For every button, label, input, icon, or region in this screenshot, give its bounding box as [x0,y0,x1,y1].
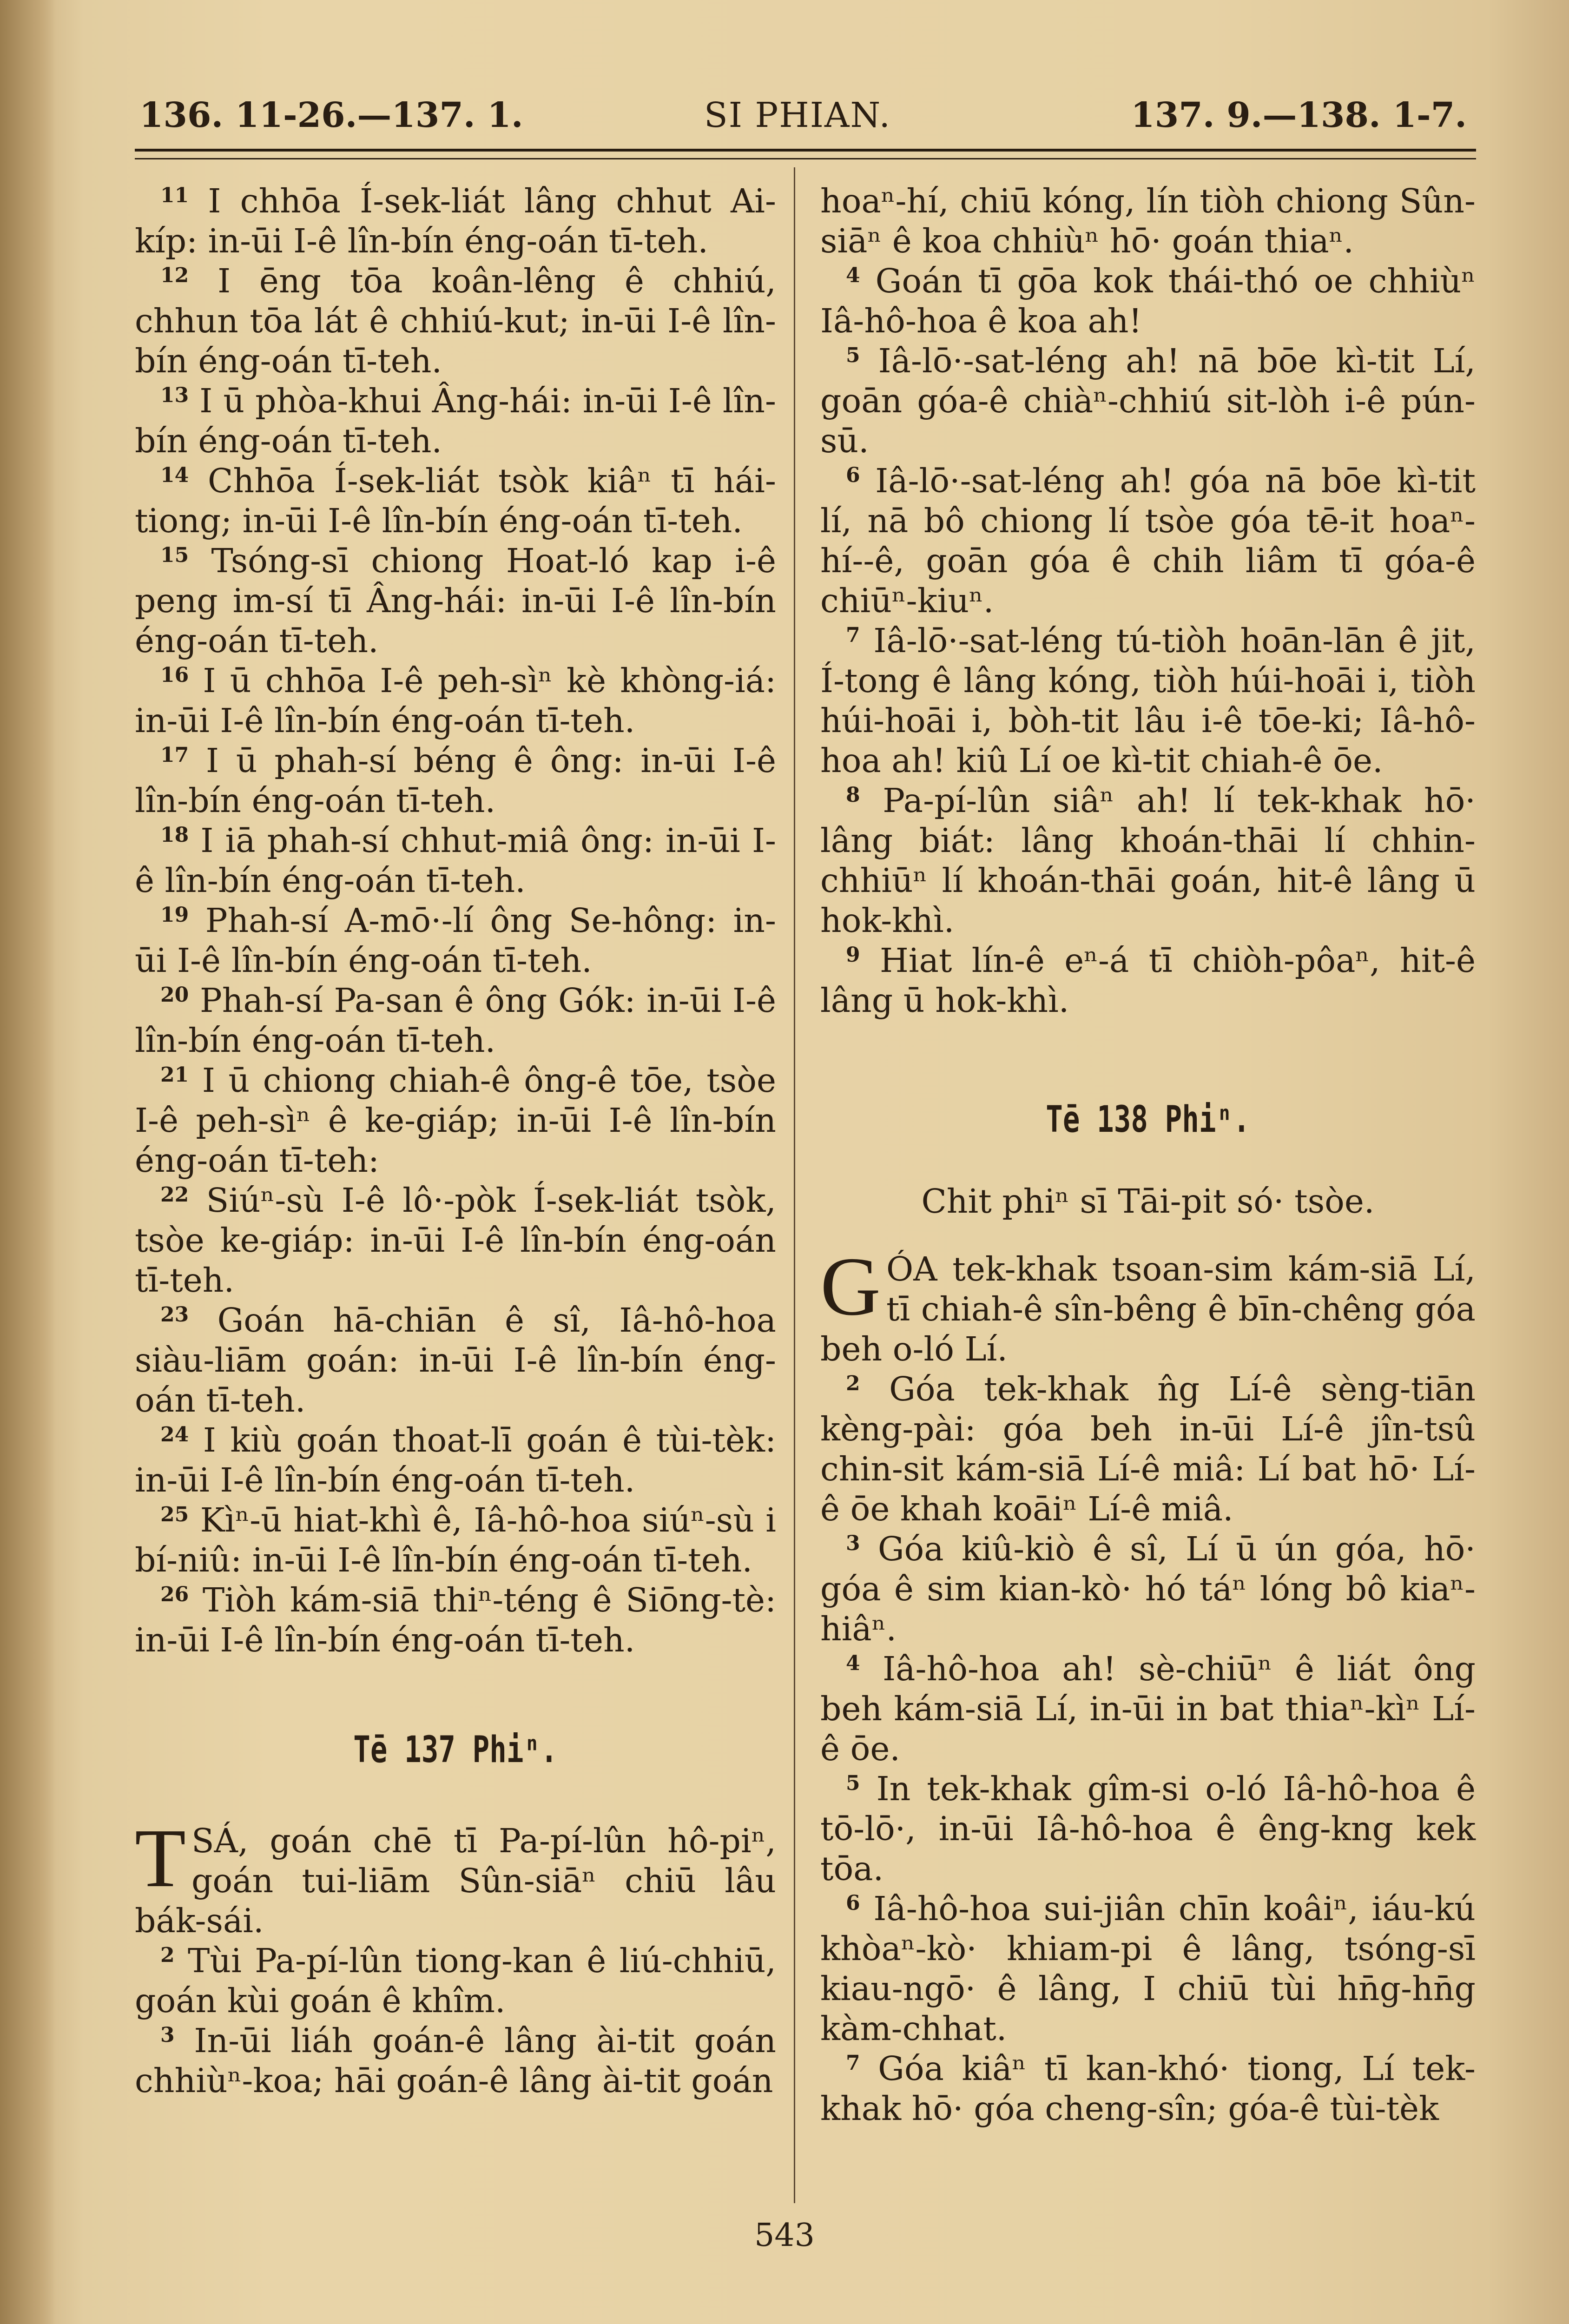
verse-number: 20 [160,983,189,1007]
chapter-137-continued-verses [820,181,1476,1021]
verse-number: 4 [846,264,860,287]
verse-text: I ū chiong chiah-ê ông-ê tōe, tsòe I-ê peh-sìⁿ ê ke-giáp; in-ūi I-ê lîn-bín éng-oán tī-teh: [135,1061,776,1180]
verse [820,1889,1476,2049]
verse-number: 7 [846,623,860,647]
verse-number: 11 [160,184,189,207]
verse-text: Tùi Pa-pí-lûn tiong-kan ê liú-chhiū, goán kùi goán ê khîm. [135,1941,776,2020]
verse-text: I kiù goán thoat-lī goán ê tùi-tèk: in-ūi I-ê lîn-bín éng-oán tī-teh. [135,1421,776,1499]
verse-text: Hiat lín-ê eⁿ-á tī chiòh-pôaⁿ, hit-ê lâng ū hok-khì. [820,941,1476,1020]
verse-text: Kìⁿ-ū hiat-khì ê, Iâ-hô-hoa siúⁿ-sù i bí-niû: in-ūi I-ê lîn-bín éng-oán tī-teh. [135,1501,777,1579]
verse [820,1369,1476,1529]
verse [135,1420,776,1500]
verse [135,1181,776,1301]
verse [820,1649,1476,1769]
verse-number: 13 [160,383,189,407]
verse-text: Iâ-hô-hoa ah! sè-chiūⁿ ê liát ông beh kám-siā Lí, in-ūi in bat thiaⁿ-kìⁿ Lí-ê ōe. [820,1650,1476,1768]
verse-number: 19 [160,903,189,927]
verse-number: 2 [846,1372,860,1395]
page-number: 543 [754,2217,815,2254]
book-binding-shadow [0,0,56,2324]
verse-text: Góa kiû-kiò ê sî, Lí ū ún góa, hō· góa ê sim kian-kò· hó táⁿ lóng bô kiaⁿ-hiâⁿ. [820,1530,1476,1648]
verse-text: Iâ-hô-hoa sui-jiân chīn koâiⁿ, iáu-kú khòaⁿ-kò· khiam-pi ê lâng, tsóng-sī kiau-ngō· ê lâng, I chiū tùi hn̄g-hn̄g kàm-chhat. [820,1889,1476,2048]
verse-text: Goán tī gōa kok thái-thó oe chhiùⁿ Iâ-hô-hoa ê koa ah! [820,262,1476,340]
verse-text: Siúⁿ-sù I-ê lô·-pòk Í-sek-liát tsòk, tsòe ke-giáp: in-ūi I-ê lîn-bín éng-oán tī-teh. [135,1181,776,1300]
right-column [820,181,1476,2129]
verse-number: 6 [846,1891,860,1915]
verse-number: 3 [160,2023,175,2047]
verse-text: Iâ-lō·-sat-léng tú-tiòh hoān-lān ê jit, Í-tong ê lâng kóng, tiòh húi-hoāi i, tiòh húi-hoāi i, bòh-tit lâu i-ê tōe-ki; Iâ-hô-hoa ah! kiû Lí oe kì-tit chiah-ê ōe. [820,621,1476,780]
verse-number: 23 [160,1303,189,1327]
verse [135,461,776,541]
verse-text: I ū phòa-khui Âng-hái: in-ūi I-ê lîn-bín éng-oán tī-teh. [135,382,776,460]
verse-text: Góa tek-khak n̂g Lí-ê sèng-tiān kèng-pài: góa beh in-ūi Lí-ê jîn-tsû chin-sit kám-siā Lí-ê miâ: Lí bat hō· Lí-ê ōe khah koāiⁿ Lí-ê miâ. [820,1370,1476,1528]
verse-text: Phah-sí A-mō·-lí ông Se-hông: in-ūi I-ê lîn-bín éng-oán tī-teh. [135,901,777,980]
verse-text: I iā phah-sí chhut-miâ ông: in-ūi I-ê lîn-bín éng-oán tī-teh. [135,821,776,900]
verse-text: Tiòh kám-siā thiⁿ-téng ê Siōng-tè: in-ūi I-ê lîn-bín éng-oán tī-teh. [135,1581,776,1659]
verse [135,1941,776,2021]
chapter-138-verses [820,1369,1476,2129]
chapter-137-verses [135,1941,776,2101]
verse-number: 26 [160,1583,189,1606]
verse-opening-caps: ÓA [886,1250,937,1288]
chapter-136-verses [135,181,776,1660]
verse-text: I chhōa Í-sek-liát lâng chhut Ai-kíp: in-ūi I-ê lîn-bín éng-oán tī-teh. [135,182,776,260]
verse [135,181,776,261]
header-left-reference: 136. 11-26.—137. 1. [139,95,523,135]
header-rule-thick [135,149,1476,152]
verse-opening-caps: SÁ, [191,1822,249,1860]
verse [820,1529,1476,1649]
verse-text: I ū phah-sí béng ê ông: in-ūi I-ê lîn-bín éng-oán tī-teh. [135,741,776,820]
verse-text: hoaⁿ-hí, chiū kóng, lín tiòh chiong Sûn-siāⁿ ê koa chhiùⁿ hō· goán thiaⁿ. [820,182,1476,260]
header-book-title: SI PHIAN. [704,95,891,135]
verse [820,781,1476,941]
verse-number: 6 [846,463,860,487]
verse-text: In-ūi liáh goán-ê lâng ài-tit goán chhiùⁿ-koa; hāi goán-ê lâng ài-tit goán [135,2021,776,2100]
verse [135,1301,776,1420]
verse-number: 15 [160,543,189,567]
verse-text: Góa kiâⁿ tī kan-khó· tiong, Lí tek-khak hō· góa cheng-sîn; góa-ê tùi-tèk [820,2049,1476,2128]
verse [135,741,776,821]
drop-cap: T [135,1812,186,1904]
verse-text: Goán hā-chiān ê sî, Iâ-hô-hoa siàu-liām goán: in-ūi I-ê lîn-bín éng-oán tī-teh. [135,1301,776,1419]
verse-1 [820,1240,1476,1369]
chapter-138-subtitle: Chit phiⁿ sī Tāi-pit só· tsòe. [921,1182,1375,1221]
verse-text: I ēng tōa koân-lêng ê chhiú, chhun tōa lát ê chhiú-kut; in-ūi I-ê lîn-bín éng-oán tī-teh. [135,262,776,380]
running-header [135,91,1476,146]
verse [135,2021,776,2101]
verse-text: Iâ-lō·-sat-léng ah! nā bōe kì-tit Lí, goān góa-ê chiàⁿ-chhiú sit-lòh i-ê pún-sū. [820,342,1476,460]
verse [135,661,776,741]
verse [820,261,1476,341]
verse [135,1500,776,1580]
verse [135,1061,776,1181]
verse-number: 8 [846,783,860,807]
verse-number: 25 [160,1503,189,1526]
verse-number: 4 [846,1651,860,1675]
verse-number: 3 [846,1532,860,1555]
verse [820,181,1476,261]
verse-number: 22 [160,1183,189,1207]
verse-number: 5 [846,1771,860,1795]
verse-1 [135,1812,776,1941]
header-right-reference: 137. 9.—138. 1-7. [1131,95,1467,135]
verse-number: 16 [160,663,189,687]
verse-number: 2 [160,1943,175,1967]
verse-text: Phah-sí Pa-san ê ông Gók: in-ūi I-ê lîn-bín éng-oán tī-teh. [135,981,776,1060]
verse [820,461,1476,621]
verse-text: Iâ-lō·-sat-léng ah! góa nā bōe kì-tit lí, nā bô chiong lí tsòe góa tē-it hoaⁿ-hí--ê, goān góa ê chih liâm tī góa-ê chiūⁿ-kiuⁿ. [820,462,1476,620]
verse-number: 17 [160,743,189,767]
verse [820,2049,1476,2129]
verse [820,341,1476,461]
verse [135,901,776,981]
verse-text: Pa-pí-lûn siâⁿ ah! lí tek-khak hō· lâng biát: lâng khoán-thāi lí chhin-chhiūⁿ lí khoán-thāi goán, hit-ê lâng ū hok-khì. [820,781,1476,940]
verse-number: 9 [846,943,860,967]
verse-text: Tsóng-sī chiong Hoat-ló kap i-ê peng im-sí tī Âng-hái: in-ūi I-ê lîn-bín éng-oán tī-teh. [135,541,776,660]
left-column [135,181,776,2101]
verse-number: 5 [846,343,860,367]
drop-cap: G [820,1240,881,1333]
verse-number: 14 [160,463,189,487]
verse [820,941,1476,1021]
verse [135,381,776,461]
column-divider [794,167,795,2203]
verse [135,1580,776,1660]
verse-text: goán chē tī Pa-pí-lûn hô-piⁿ, goán tui-liām Sûn-siāⁿ chiū lâu bák-sái. [135,1822,776,1940]
chapter-137-title: Tē 137 Phiⁿ. [353,1729,558,1771]
verse [135,981,776,1061]
verse-number: 18 [160,823,189,847]
verse-number: 12 [160,264,189,287]
verse-number: 24 [160,1423,189,1446]
verse-number: 21 [160,1063,189,1087]
verse [820,1769,1476,1889]
verse-text: I ū chhōa I-ê peh-sìⁿ kè khòng-iá: in-ūi I-ê lîn-bín éng-oán tī-teh. [135,661,776,740]
verse [135,821,776,901]
verse [820,621,1476,781]
verse-text: In tek-khak gîm-si o-ló Iâ-hô-hoa ê tō-lō·, in-ūi Iâ-hô-hoa ê êng-kng kek tōa. [820,1769,1476,1888]
verse-text: Chhōa Í-sek-liát tsòk kiâⁿ tī hái-tiong; in-ūi I-ê lîn-bín éng-oán tī-teh. [135,462,776,540]
chapter-138-title: Tē 138 Phiⁿ. [1046,1099,1250,1141]
verse-number: 7 [846,2051,860,2075]
verse [135,541,776,661]
verse-text: tek-khak tsoan-sim kám-siā Lí, tī chiah-ê sîn-bêng ê bīn-chêng góa beh o-ló Lí. [820,1250,1476,1368]
verse [135,261,776,381]
header-rule-thin [135,158,1476,159]
